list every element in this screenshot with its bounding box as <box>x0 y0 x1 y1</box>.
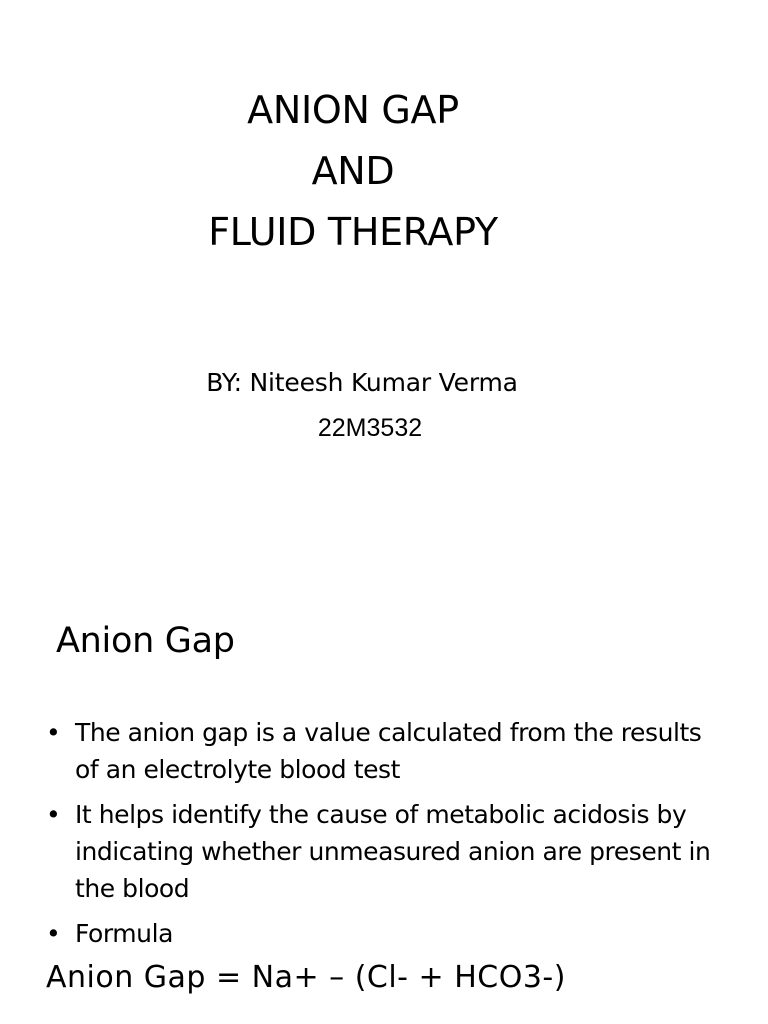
bullet-item <box>46 714 726 788</box>
bullet-text: The anion gap is a value calculated from the results of an electrolyte blood test <box>75 718 702 784</box>
title-line-2: AND <box>311 149 395 193</box>
title-line-3: FLUID THERAPY <box>208 210 498 254</box>
bullet-item <box>46 796 726 907</box>
bullet-text: Formula <box>75 919 173 948</box>
slide-title <box>0 80 706 263</box>
bullet-list <box>46 714 726 960</box>
content-slide <box>0 576 768 1024</box>
title-line-1: ANION GAP <box>247 88 459 132</box>
formula-text: Anion Gap = Na+ – (Cl- + HCO3-) <box>46 960 566 995</box>
bullet-text: It helps identify the cause of metabolic acidosis by indicating whether unmeasured anion are present in the blood <box>75 800 711 903</box>
slide-heading: Anion Gap <box>56 621 235 661</box>
author-name: BY: Niteesh Kumar Verma <box>206 368 518 397</box>
bullet-marker: • <box>46 919 61 948</box>
roll-number: 22M3532 <box>317 414 423 442</box>
bullet-marker: • <box>46 718 61 747</box>
bullet-marker: • <box>46 800 61 829</box>
bullet-item <box>46 915 726 952</box>
